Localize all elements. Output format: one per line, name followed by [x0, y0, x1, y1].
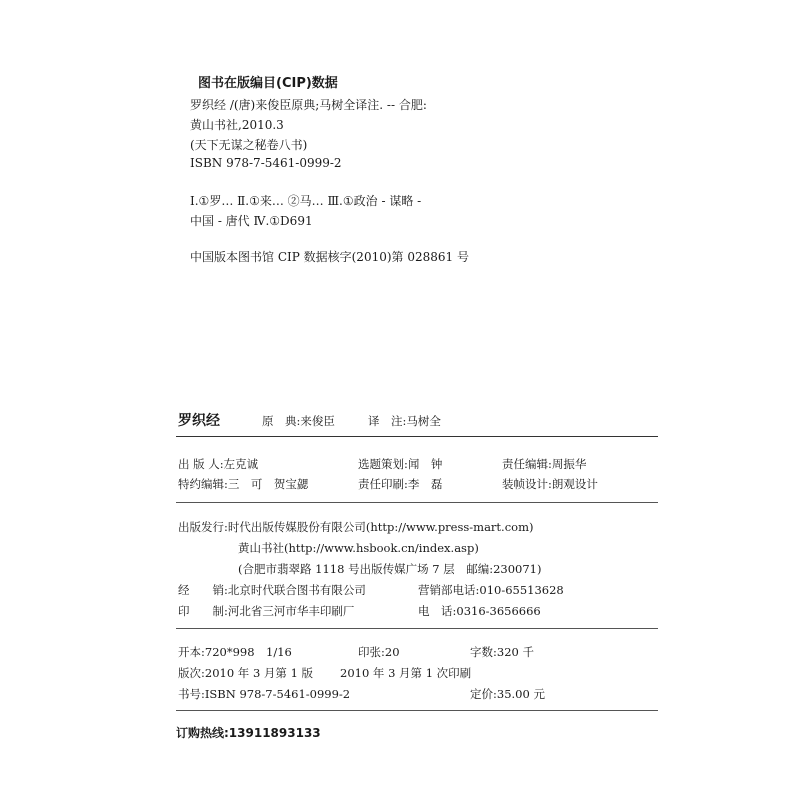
printer-phone: 电 话:0316-3656666	[418, 604, 541, 618]
cip-line-1: 罗织经 /(唐)来俊臣原典;马树全译注. -- 合肥:	[190, 98, 427, 112]
book-title: 罗织经	[178, 413, 220, 429]
divider-rule	[176, 436, 658, 437]
cover-designer: 装帧设计:朗观设计	[502, 477, 598, 491]
press-name: 黄山书社(http://www.hsbook.cn/index.asp)	[238, 541, 479, 555]
isbn: 书号:ISBN 978-7-5461-0999-2	[178, 687, 351, 701]
book-annotator: 译 注:马树全	[368, 414, 441, 428]
responsible-editor: 责任编辑:周振华	[502, 457, 587, 471]
cip-title: 图书在版编目(CIP)数据	[198, 76, 338, 91]
press-address: (合肥市翡翠路 1118 号出版传媒广场 7 层 邮编:230071)	[238, 562, 542, 576]
special-editor: 特约编辑:三 可 贺宝勰	[178, 477, 309, 491]
order-hotline: 订购热线:13911893133	[176, 726, 321, 740]
printer: 印 制:河北省三河市华丰印刷厂	[178, 604, 355, 618]
publisher-person: 出 版 人:左克诚	[178, 457, 259, 471]
divider-rule	[176, 628, 658, 629]
cip-line-3: (天下无谋之秘卷八书)	[190, 138, 308, 152]
book-format: 开本:720*998 1/16	[178, 645, 292, 659]
cip-line-isbn: ISBN 978-7-5461-0999-2	[190, 156, 342, 170]
divider-rule	[176, 502, 658, 503]
word-count: 字数:320 千	[470, 645, 534, 659]
book-original-author: 原 典:来俊臣	[262, 414, 335, 428]
cip-line-registration: 中国版本图书馆 CIP 数据核字(2010)第 028861 号	[190, 250, 469, 264]
topic-planner: 选题策划:闻 钟	[358, 457, 443, 471]
price: 定价:35.00 元	[470, 687, 545, 701]
printing: 2010 年 3 月第 1 次印刷	[340, 666, 472, 680]
sales-phone: 营销部电话:010-65513628	[418, 583, 564, 597]
edition: 版次:2010 年 3 月第 1 版	[178, 666, 314, 680]
publisher-issuer: 出版发行:时代出版传媒股份有限公司(http://www.press-mart.com)	[178, 520, 534, 534]
cip-line-classification: Ⅰ.①罗… Ⅱ.①来… ②马… Ⅲ.①政治 - 谋略 -	[190, 194, 422, 208]
divider-rule	[176, 710, 658, 711]
print-supervisor: 责任印刷:李 磊	[358, 477, 443, 491]
cip-line-2: 黄山书社,2010.3	[190, 118, 284, 132]
print-sheets: 印张:20	[358, 645, 400, 659]
cip-line-classification-cont: 中国 - 唐代 Ⅳ.①D691	[190, 214, 313, 228]
distributor: 经 销:北京时代联合图书有限公司	[178, 583, 366, 597]
